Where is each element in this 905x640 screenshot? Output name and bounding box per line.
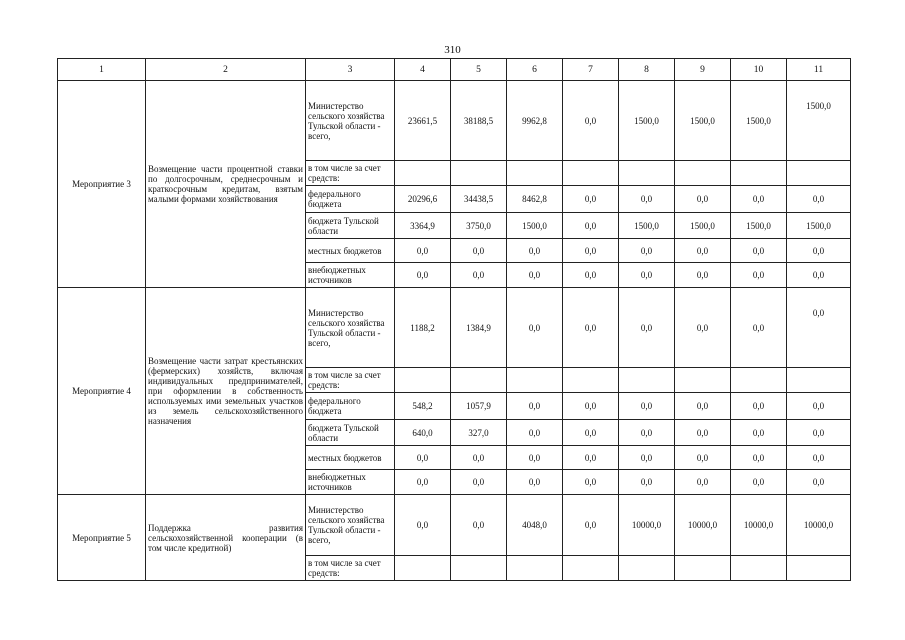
column-header: 4	[395, 59, 451, 81]
value-cell: 4048,0	[507, 495, 563, 556]
value-cell: 640,0	[395, 420, 451, 446]
value-cell: 0,0	[619, 393, 675, 420]
value-cell: 0,0	[395, 263, 451, 288]
value-cell: 0,0	[563, 393, 619, 420]
value-cell: 0,0	[787, 263, 851, 288]
source-label: местных бюджетов	[306, 239, 395, 263]
value-cell: 34438,5	[451, 186, 507, 213]
value-cell: 0,0	[507, 393, 563, 420]
value-cell: 20296,6	[395, 186, 451, 213]
value-cell: 0,0	[563, 239, 619, 263]
source-label: внебюджетных источников	[306, 470, 395, 495]
source-label: в том числе за счет средств:	[306, 161, 395, 186]
value-cell: 0,0	[731, 420, 787, 446]
source-label: федерального бюджета	[306, 393, 395, 420]
value-cell: 1500,0	[731, 81, 787, 161]
column-header: 5	[451, 59, 507, 81]
measure-description: Возмещение части процентной ставки по долгосрочным, среднесрочным и краткосрочным кредитам, взятым малыми формами хозяйствования	[146, 81, 306, 288]
value-cell: 0,0	[507, 239, 563, 263]
measure-3-total-row	[58, 81, 851, 161]
value-cell: 0,0	[675, 263, 731, 288]
measure-description: Возмещение части затрат крестьянских (фермерских) хозяйств, включая индивидуальных предпринимателей, при оформлении в собственность используемых ими земельных участков из земель сельскохозяйственного назначения	[146, 288, 306, 495]
value-cell: 0,0	[619, 446, 675, 470]
value-cell: 0,0	[395, 239, 451, 263]
value-cell: 0,0	[731, 263, 787, 288]
value-cell: 0,0	[731, 446, 787, 470]
value-cell: 0,0	[507, 470, 563, 495]
measure-name: Мероприятие 3	[58, 81, 146, 288]
value-cell: 1500,0	[731, 213, 787, 239]
measure-description: Поддержка развития сельскохозяйственной кооперации (в том числе кредитной)	[146, 495, 306, 581]
value-cell: 0,0	[451, 495, 507, 556]
value-cell: 1500,0	[507, 213, 563, 239]
value-cell: 0,0	[675, 186, 731, 213]
value-cell: 0,0	[619, 239, 675, 263]
column-header: 6	[507, 59, 563, 81]
value-cell: 1188,2	[395, 288, 451, 368]
column-number-row	[58, 59, 851, 81]
program-funding-table	[57, 58, 851, 581]
column-header: 10	[731, 59, 787, 81]
value-cell: 1500,0	[787, 213, 851, 239]
value-cell: 0,0	[787, 186, 851, 213]
value-cell: 0,0	[563, 213, 619, 239]
value-cell: 0,0	[507, 446, 563, 470]
value-cell: 0,0	[563, 470, 619, 495]
value-cell: 0,0	[395, 470, 451, 495]
value-cell: 9962,8	[507, 81, 563, 161]
value-cell: 327,0	[451, 420, 507, 446]
value-cell: 0,0	[507, 263, 563, 288]
measure-name: Мероприятие 4	[58, 288, 146, 495]
value-cell: 0,0	[507, 420, 563, 446]
value-cell: 0,0	[395, 495, 451, 556]
value-cell: 0,0	[787, 288, 851, 368]
measure-5-total-row	[58, 495, 851, 556]
value-cell: 10000,0	[731, 495, 787, 556]
column-header: 9	[675, 59, 731, 81]
source-label: в том числе за счет средств:	[306, 368, 395, 393]
column-header: 7	[563, 59, 619, 81]
value-cell: 0,0	[731, 288, 787, 368]
value-cell: 0,0	[395, 446, 451, 470]
value-cell: 1500,0	[787, 81, 851, 161]
source-label: Министерство сельского хозяйства Тульской области - всего,	[306, 81, 395, 161]
value-cell: 0,0	[563, 446, 619, 470]
value-cell: 10000,0	[619, 495, 675, 556]
source-label: в том числе за счет средств:	[306, 556, 395, 581]
value-cell: 0,0	[675, 393, 731, 420]
value-cell: 0,0	[787, 446, 851, 470]
value-cell: 10000,0	[675, 495, 731, 556]
value-cell: 0,0	[451, 470, 507, 495]
value-cell: 0,0	[563, 495, 619, 556]
value-cell: 3364,9	[395, 213, 451, 239]
value-cell: 0,0	[619, 420, 675, 446]
value-cell: 0,0	[619, 288, 675, 368]
value-cell: 38188,5	[451, 81, 507, 161]
column-header: 11	[787, 59, 851, 81]
value-cell: 0,0	[787, 239, 851, 263]
measure-name: Мероприятие 5	[58, 495, 146, 581]
value-cell: 0,0	[451, 446, 507, 470]
value-cell: 0,0	[451, 239, 507, 263]
source-label: бюджета Тульской области	[306, 213, 395, 239]
source-label: бюджета Тульской области	[306, 420, 395, 446]
source-label: Министерство сельского хозяйства Тульской области - всего,	[306, 288, 395, 368]
value-cell: 3750,0	[451, 213, 507, 239]
value-cell: 0,0	[563, 263, 619, 288]
value-cell: 0,0	[507, 288, 563, 368]
value-cell: 0,0	[619, 470, 675, 495]
column-header: 8	[619, 59, 675, 81]
source-label: местных бюджетов	[306, 446, 395, 470]
column-header: 3	[306, 59, 395, 81]
value-cell: 0,0	[787, 470, 851, 495]
value-cell: 23661,5	[395, 81, 451, 161]
value-cell: 1384,9	[451, 288, 507, 368]
value-cell: 0,0	[563, 288, 619, 368]
value-cell: 1500,0	[675, 213, 731, 239]
value-cell: 0,0	[787, 393, 851, 420]
value-cell: 0,0	[731, 470, 787, 495]
source-label: федерального бюджета	[306, 186, 395, 213]
value-cell: 0,0	[731, 186, 787, 213]
value-cell: 0,0	[675, 288, 731, 368]
value-cell: 0,0	[563, 420, 619, 446]
value-cell: 0,0	[675, 446, 731, 470]
column-header: 2	[146, 59, 306, 81]
value-cell: 0,0	[787, 420, 851, 446]
source-label: внебюджетных источников	[306, 263, 395, 288]
measure-4-total-row	[58, 288, 851, 368]
value-cell: 548,2	[395, 393, 451, 420]
source-label: Министерство сельского хозяйства Тульской области - всего,	[306, 495, 395, 556]
value-cell: 0,0	[619, 186, 675, 213]
value-cell: 0,0	[563, 186, 619, 213]
page-number: 310	[444, 44, 461, 56]
value-cell: 0,0	[731, 393, 787, 420]
value-cell: 1057,9	[451, 393, 507, 420]
value-cell: 0,0	[675, 420, 731, 446]
value-cell: 0,0	[675, 239, 731, 263]
value-cell: 0,0	[675, 470, 731, 495]
value-cell: 10000,0	[787, 495, 851, 556]
value-cell: 8462,8	[507, 186, 563, 213]
value-cell: 0,0	[451, 263, 507, 288]
value-cell: 0,0	[563, 81, 619, 161]
value-cell: 1500,0	[675, 81, 731, 161]
value-cell: 0,0	[731, 239, 787, 263]
value-cell: 0,0	[619, 263, 675, 288]
value-cell: 1500,0	[619, 81, 675, 161]
column-header: 1	[58, 59, 146, 81]
value-cell: 1500,0	[619, 213, 675, 239]
